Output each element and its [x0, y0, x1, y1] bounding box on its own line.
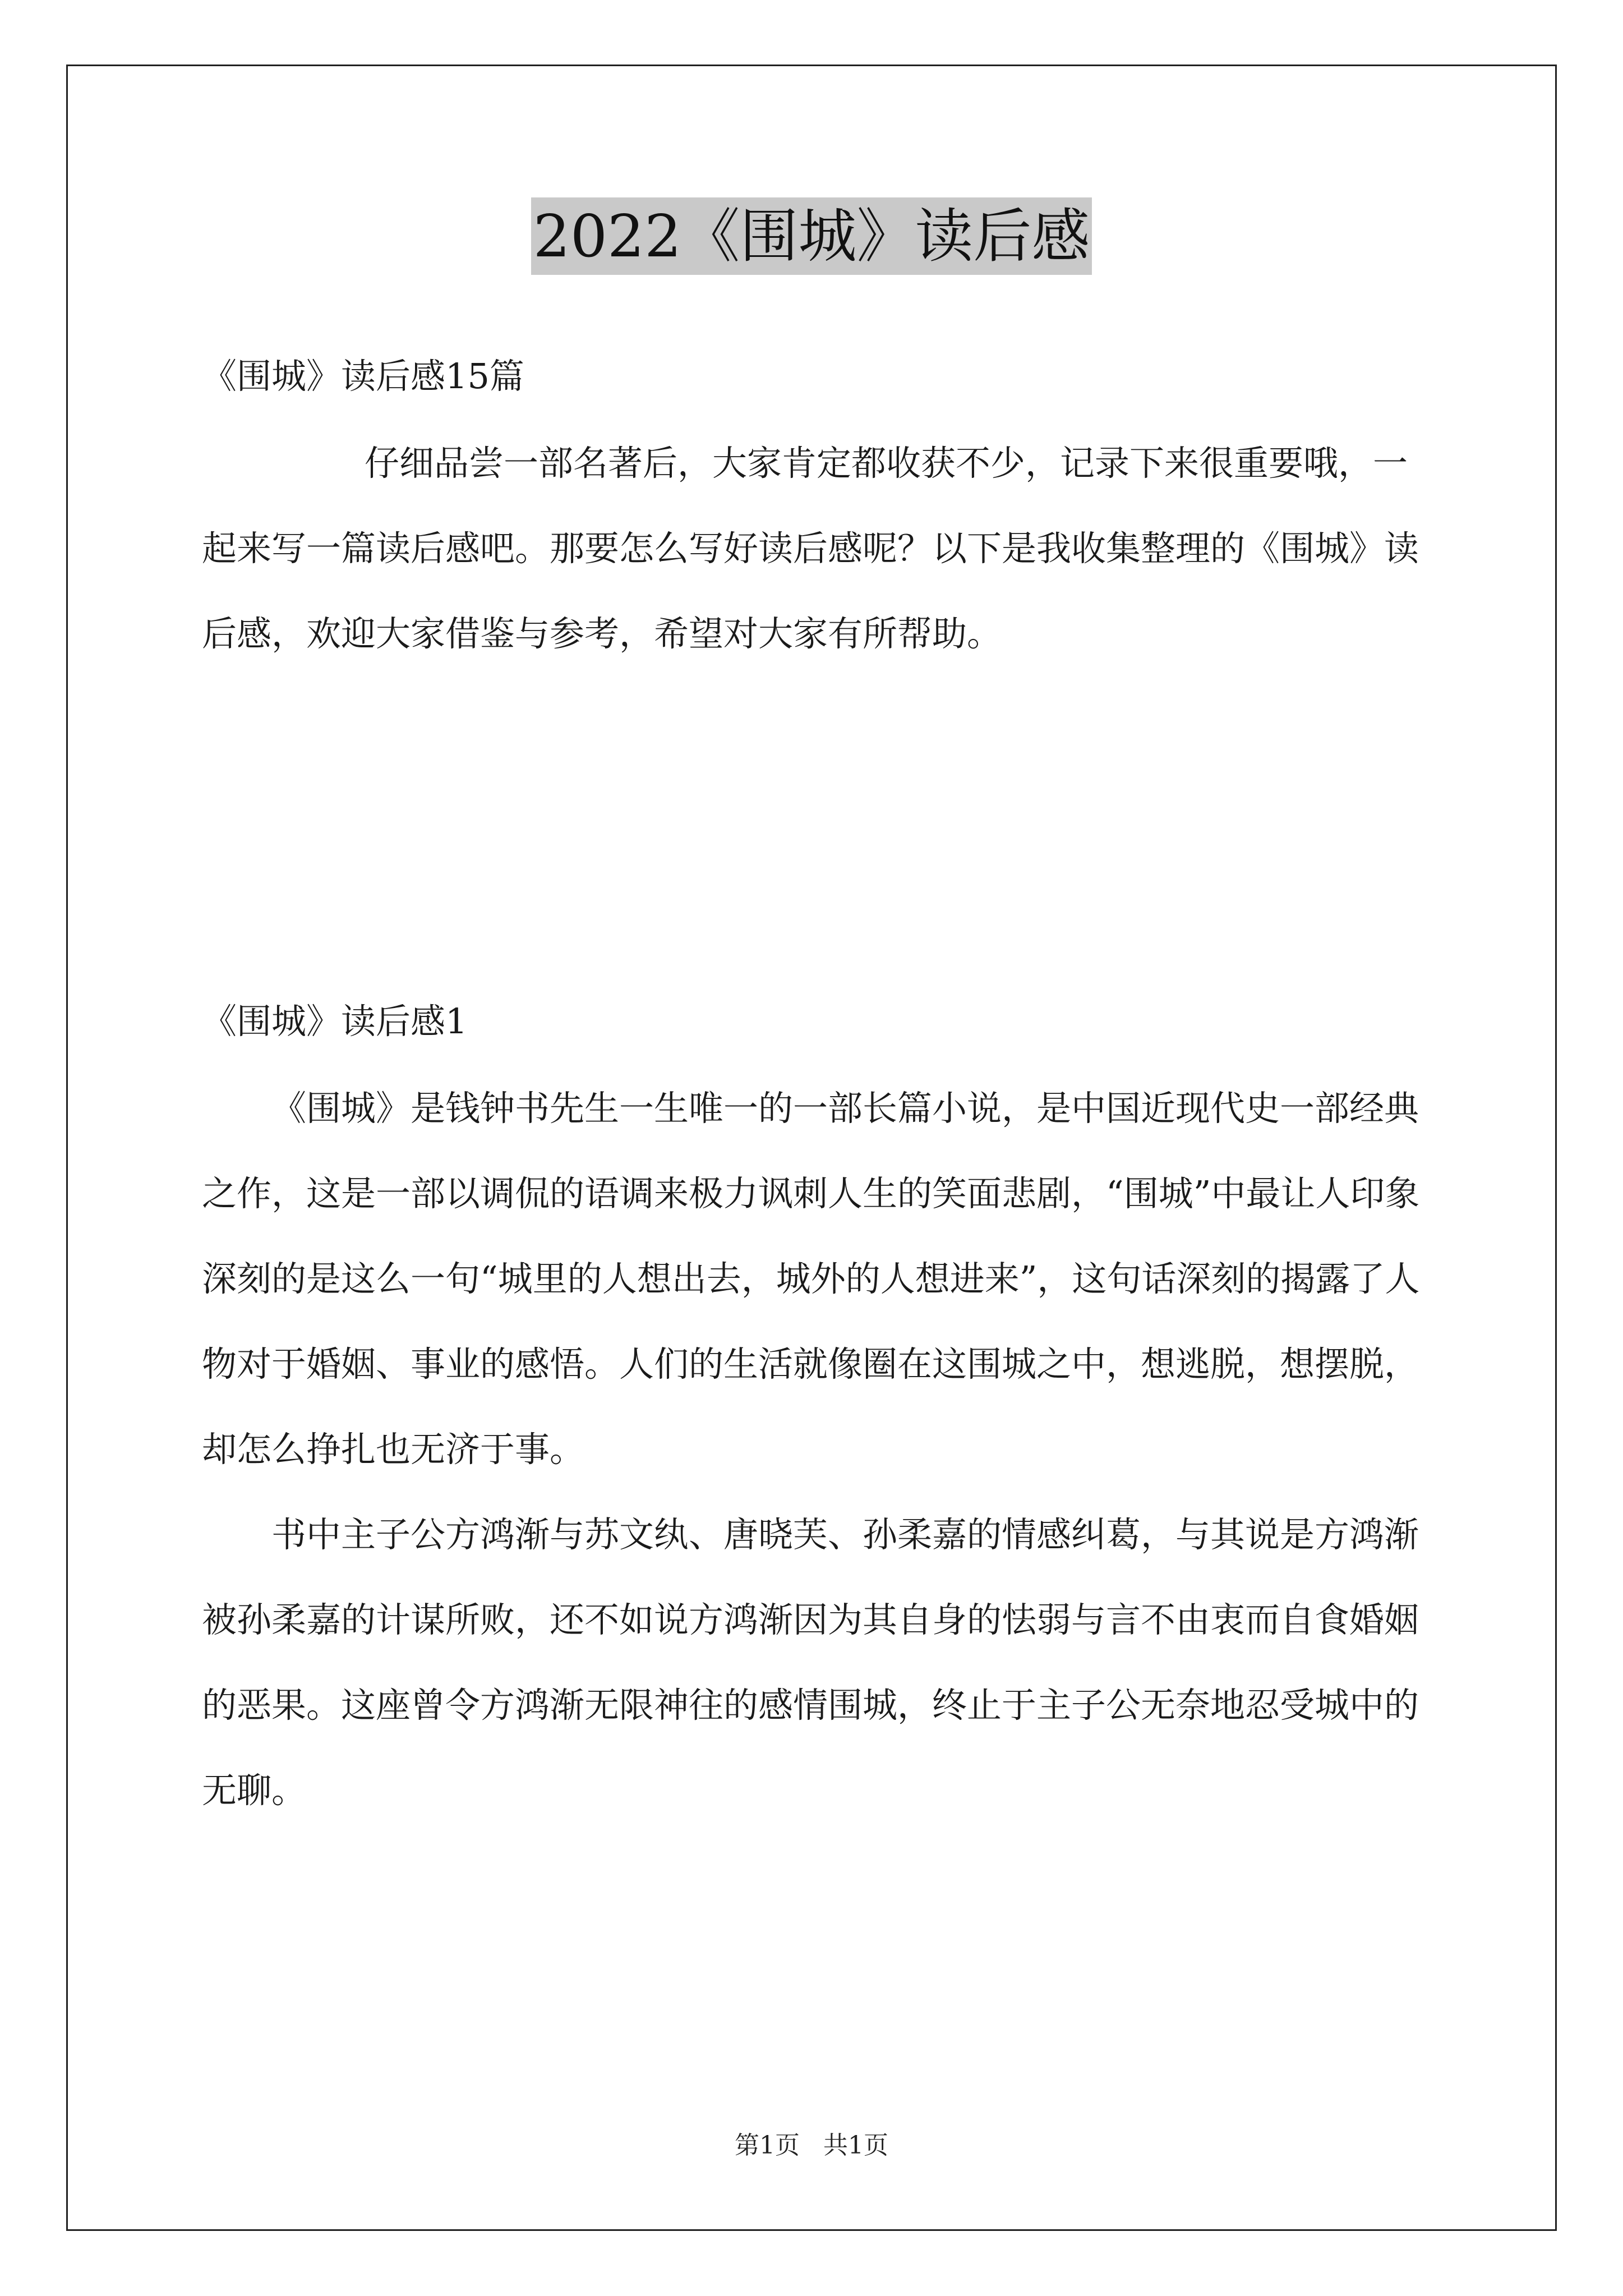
- body-paragraph-2: 书中主子公方鸿渐与苏文纨、唐晓芙、孙柔嘉的情感纠葛，与其说是方鸿渐被孙柔嘉的计谋所败，还不如说方鸿渐因为其自身的怯弱与言不由衷而自食婚姻的恶果。这座曾令方鸿渐无限神往的感情围城，终止于主子公无奈地忍受城中的无聊。: [202, 1514, 1419, 1811]
- document-title: 2022《围城》读后感: [531, 197, 1092, 275]
- document-subtitle: 《围城》读后感15篇: [202, 356, 524, 397]
- title-container: [0, 197, 1623, 275]
- page-footer: 第1页 共1页: [735, 2131, 888, 2160]
- body-paragraph-1: 《围城》是钱钟书先生一生唯一的一部长篇小说，是中国近现代史一部经典之作，这是一部以调侃的语调来极力讽刺人生的笑面悲剧，“围城”中最让人印象深刻的是这么一句“城里的人想出去，城外的人想进来”，这句话深刻的揭露了人物对于婚姻、事业的感悟。人们的生活就像圈在这围城之中，想逃脱，想摆脱，却怎么挣扎也无济于事。: [202, 1088, 1420, 1470]
- intro-paragraph: 仔细品尝一部名著后，大家肯定都收获不少，记录下来很重要哦，一起来写一篇读后感吧。那要怎么写好读后感呢？以下是我收集整理的《围城》读后感，欢迎大家借鉴与参考，希望对大家有所帮助。: [202, 443, 1419, 654]
- section-heading: 《围城》读后感1: [202, 1001, 468, 1042]
